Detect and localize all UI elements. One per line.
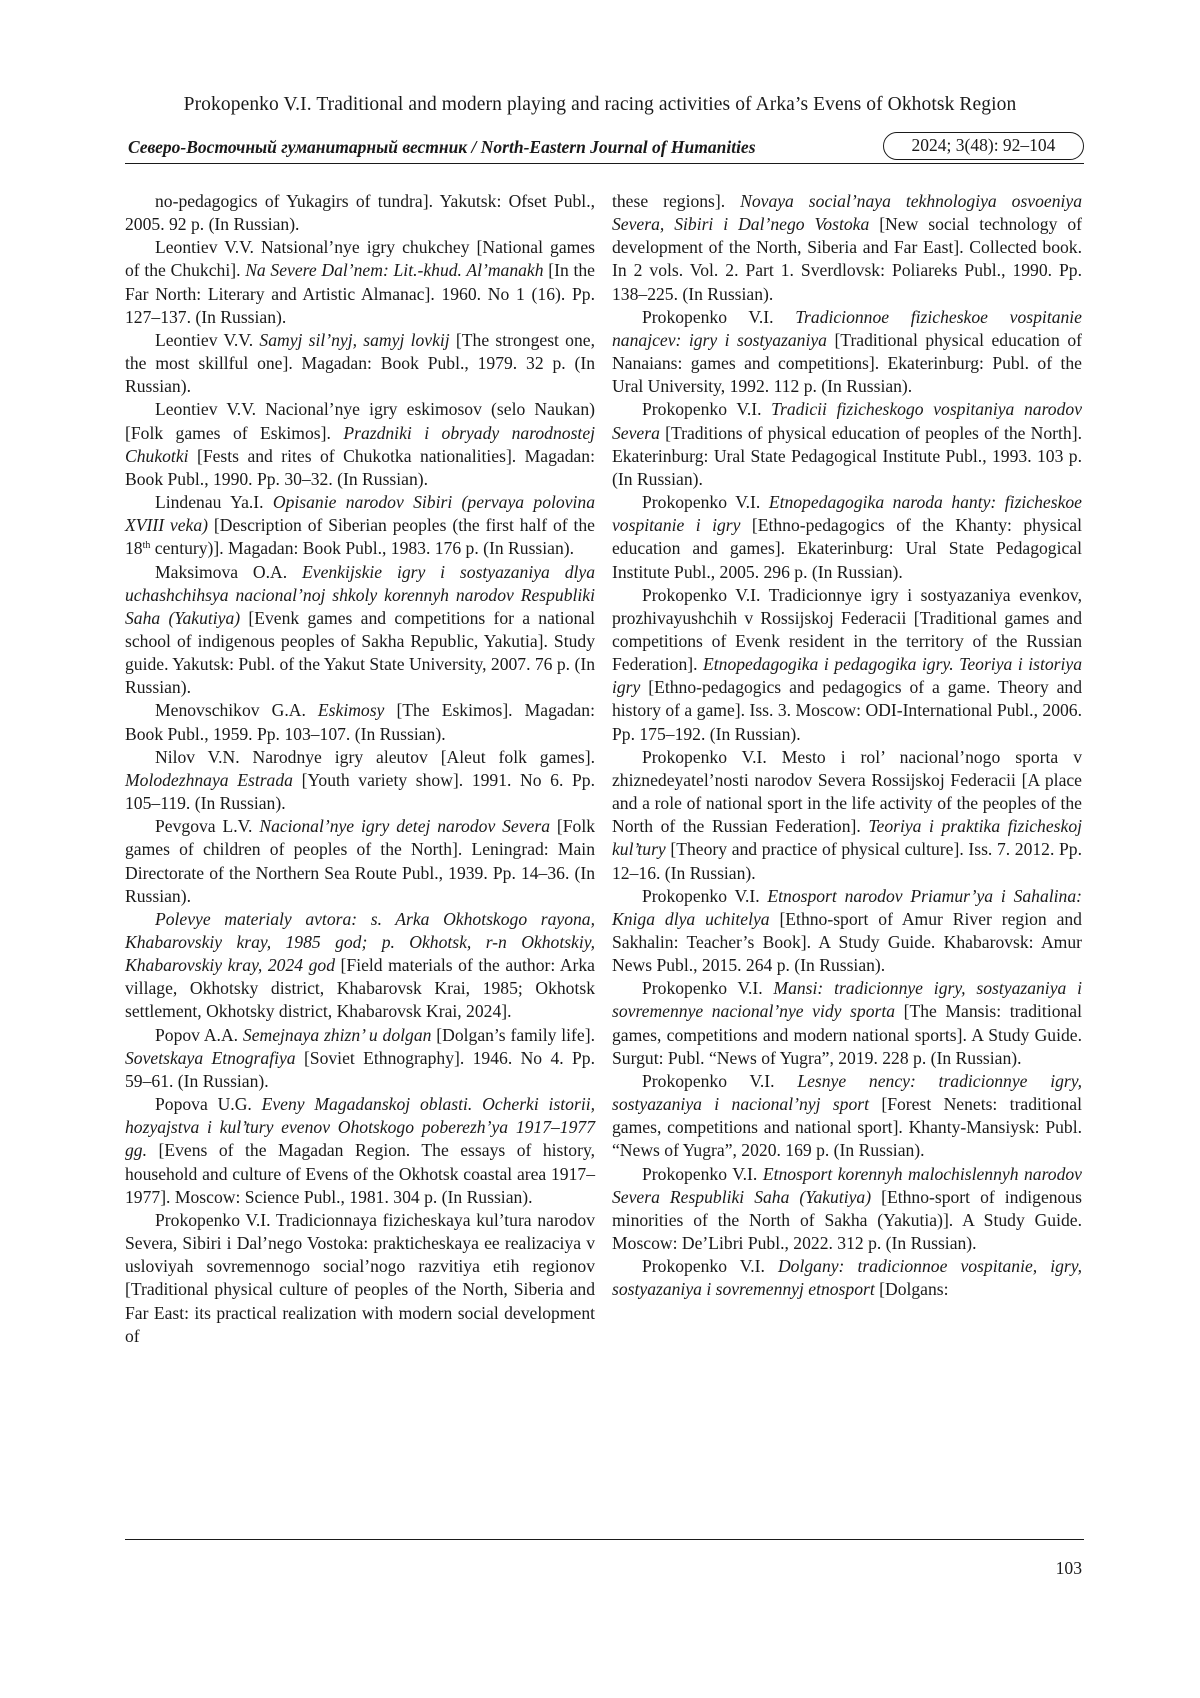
reference-text: [Fests and rites of Chukotka nationalities]. Magadan: Book Publ., 1990. Pp. 30–32. (In Russian).: [125, 445, 595, 489]
reference-entry: [612, 1163, 1082, 1256]
reference-title: Sovetskaya Etnografiya: [125, 1047, 296, 1068]
reference-title: Etnosport korennyh malochislennyh narodov Severa Respubliki Saha (Yakutiya): [612, 1163, 1082, 1207]
reference-text: Leontiev V.V. Nacional’nye igry eskimosov (selo Naukan) [Folk games of Eskimos].: [125, 399, 595, 443]
reference-text: Popova U.G.: [155, 1094, 262, 1115]
reference-text: [Dolgan’s family life].: [431, 1024, 595, 1045]
reference-text: Leontiev V.V. Natsional’nye igry chukchey [National games of the Chukchi].: [125, 237, 595, 281]
reference-text: [Field materials of the author: Arka village, Okhotsky district, Khabarovsk Krai, 1985; Okhotsk settlement, Okhotsky district, Khabarovsk Krai, 2024].: [125, 955, 595, 1022]
reference-text: Nilov V.N. Narodnye igry aleutov [Aleut folk games].: [155, 746, 595, 767]
reference-text: Pevgova L.V.: [155, 816, 260, 837]
reference-entry: [612, 491, 1082, 584]
reference-title: Mansi: tradicionnye igry, sostyazaniya i sovremennye nacional’nye vidy sporta: [612, 978, 1082, 1022]
reference-entry: [125, 236, 595, 329]
reference-text: [Theory and practice of physical culture]. Iss. 7. 2012. Pp. 12–16. (In Russian).: [612, 839, 1082, 883]
reference-title: Etnopedagogika i pedagogika igry. Teoriya i istoriya igry: [612, 654, 1082, 698]
reference-text: Prokopenko V.I.: [642, 1070, 798, 1091]
reference-entry: [125, 561, 595, 700]
reference-text: Prokopenko V.I.: [642, 1163, 763, 1184]
reference-text: [Ethno-sport of indigenous minorities of the North of Sakha (Yakutia)]. A Study Guide. Moscow: De’Libri Publ., 2022. 312 p. (In Russian).: [612, 1186, 1082, 1254]
issue-badge: 2024; 3(48): 92–104: [883, 132, 1084, 160]
reference-text: [Description of Siberian peoples (the first half of the 18: [125, 515, 595, 559]
reference-text: [In the Far North: Literary and Artistic Almanac]. 1960. No 1 (16). Pp. 127–137. (In Russian).: [125, 260, 595, 327]
reference-entry: [612, 398, 1082, 491]
reference-entry: [612, 584, 1082, 746]
reference-text: these regions].: [612, 191, 741, 211]
reference-entry: [125, 398, 595, 491]
reference-text: [Evens of the Magadan Region. The essays of history, household and culture of Evens of the Okhotsk coastal area 1917–1977]. Moscow: Science Publ., 1981. 304 p. (In Russian).: [125, 1140, 595, 1207]
reference-entry: [125, 190, 595, 236]
reference-text: Prokopenko V.I.: [642, 978, 774, 999]
reference-text: [Ethno-sport of Amur River region and Sakhalin: Teacher’s Book]. A Study Guide. Khabarovsk: Amur News Publ., 2015. 264 p. (In Russian).: [612, 908, 1082, 976]
journal-header: [125, 132, 1084, 164]
reference-text: [Folk games of children of peoples of the North]. Leningrad: Main Directorate of the Northern Sea Route Publ., 1939. Pp. 14–36. (In Russian).: [125, 816, 595, 906]
reference-text: [The Eskimos]. Magadan: Book Publ., 1959. Pp. 103–107. (In Russian).: [125, 700, 595, 744]
reference-title: Evenkijskie igry i sostyazaniya dlya uchashchihsya nacional’noj shkoly korennyh narodov Respubliki Saha (Yakutiya): [125, 561, 596, 628]
reference-title: Dolgany: tradicionnoe vospitanie, igry, sostyazaniya i sovremennyj etnosport: [612, 1256, 1082, 1300]
reference-text: Prokopenko V.I.: [642, 492, 769, 513]
references-right-column: [612, 190, 1082, 1302]
reference-title: Tradicii fizicheskogo vospitaniya narodov Severa: [612, 399, 1083, 443]
reference-title: Nacional’nye igry detej narodov Severa: [259, 816, 550, 837]
reference-title: Opisanie narodov Sibiri (pervaya polovina XVIII veka): [125, 492, 595, 536]
reference-title: Samyj sil’nyj, samyj lovkij: [259, 329, 450, 350]
reference-text: [The strongest one, the most skillful one]. Magadan: Book Publ., 1979. 32 p. (In Russian).: [125, 329, 595, 397]
reference-text: [Traditions of physical education of peoples of the North]. Ekaterinburg: Ural State Pedagogical Institute Publ., 1993. 103 p. (In Russian).: [612, 422, 1082, 489]
reference-entry: [125, 746, 595, 815]
reference-text: Prokopenko V.I. Mesto i rol’ nacional’nogo sporta v zhiznedeyatel’nosti narodov Severa Rossijskoj Federacii [A place and a role of national sport in the life activity of the peoples of the North of the Russian Federation].: [612, 746, 1082, 837]
reference-text: Maksimova O.A.: [155, 561, 303, 582]
reference-title: Molodezhnaya Estrada: [125, 769, 293, 790]
references-left-column: [125, 190, 595, 1348]
reference-entry: [125, 491, 595, 560]
reference-text: [Evenk games and competitions for a national school of indigenous peoples of Sakha Republic, Yakutia]. Study guide. Yakutsk: Publ. of the Yakut State University, 2007. 76 p. (In Russian).: [125, 607, 595, 698]
reference-text: th: [142, 540, 151, 552]
reference-text: Prokopenko V.I.: [642, 399, 772, 420]
reference-text: century)]. Magadan: Book Publ., 1983. 176 p. (In Russian).: [150, 538, 575, 559]
reference-text: Popov A.A.: [155, 1024, 243, 1045]
reference-entry: [612, 885, 1082, 978]
reference-text: [Traditional physical education of Nanaians: games and competitions]. Ekaterinburg: Publ. of the Ural University, 1992. 112 p. (In Russian).: [612, 329, 1082, 397]
reference-entry: [612, 746, 1082, 885]
reference-title: Teoriya i praktika fizicheskoj kul’tury: [612, 816, 1082, 860]
reference-title: Polevye materialy avtora: s. Arka Okhotskogo rayona, Khabarovskiy kray, 1985 god; p. Okhotsk, r-n Okhotskiy, Khabarovskiy kray, 2024 god: [125, 908, 595, 976]
reference-text: Leontiev V.V.: [155, 329, 260, 350]
footer-rule: [125, 1539, 1084, 1540]
reference-text: no-pedagogics of Yukagirs of tundra]. Yakutsk: Ofset Publ., 2005. 92 p. (In Russian).: [125, 191, 595, 235]
reference-text: Prokopenko V.I. Tradicionnaya fizicheskaya kul’tura narodov Severa, Sibiri i Dal’nego Vostoka: prakticheskaya ee realizaciya v usloviyah sovremennogo social’nogo razvitiya etih regionov [Traditional physical culture of peoples of the North, Siberia and Far East: its practical realization with modern social development of: [125, 1209, 595, 1346]
reference-title: Eskimosy: [317, 700, 385, 721]
reference-text: Prokopenko V.I.: [642, 306, 796, 327]
reference-entry: [612, 977, 1082, 1070]
running-title: Prokopenko V.I. Traditional and modern playing and racing activities of Arka’s Evens of Okhotsk Region: [183, 94, 1017, 115]
reference-text: [Ethno-pedagogics of the Khanty: physical education and games]. Ekaterinburg: Ural State Pedagogical Institute Publ., 2005. 296 p. (In Russian).: [612, 515, 1082, 582]
reference-title: Lesnye nency: tradicionnye igry, sostyazaniya i nacional’nyj sport: [612, 1070, 1082, 1115]
reference-text: [Ethno-pedagogics and pedagogics of a game. Theory and history of a game]. Iss. 3. Moscow: ODI-International Publ., 2006. Pp. 175–192. (In Russian).: [612, 677, 1082, 744]
reference-entry: [612, 1255, 1082, 1301]
reference-title: Etnosport narodov Priamur’ya i Sahalina: Kniga dlya uchitelya: [612, 885, 1082, 929]
reference-entry: [125, 908, 595, 1024]
reference-text: Menovschikov G.A.: [155, 700, 318, 721]
reference-text: Prokopenko V.I.: [642, 885, 768, 906]
reference-entry: [125, 1024, 595, 1093]
reference-title: Semejnaya zhizn’ u dolgan: [242, 1024, 432, 1045]
reference-text: [The Mansis: traditional games, competitions and modern national sports]. A Study Guide. Surgut: Publ. “News of Yugra”, 2019. 228 p. (In Russian).: [612, 1001, 1082, 1068]
reference-entry: [125, 1209, 595, 1348]
reference-title: Na Severe Dal’nem: Lit.-khud. Al’manakh: [245, 260, 544, 281]
reference-title: Etnopedagogika naroda hanty: fizicheskoe vospitanie i igry: [612, 492, 1082, 536]
reference-entry: [125, 815, 595, 908]
journal-name: Северо-Восточный гуманитарный вестник / North-Eastern Journal of Humanities: [128, 137, 756, 157]
reference-title: Prazdniki i obryady narodnostej Chukotki: [125, 422, 596, 466]
page-number: 103: [1055, 1558, 1082, 1578]
reference-text: [Soviet Ethnography]. 1946. No 4. Pp. 59–61. (In Russian).: [125, 1047, 595, 1091]
reference-entry: [125, 699, 595, 745]
reference-entry: [612, 1070, 1082, 1163]
reference-title: Tradicionnoe fizicheskoe vospitanie nanajcev: igry i sostyazaniya: [612, 306, 1082, 350]
reference-text: Prokopenko V.I.: [642, 1256, 778, 1277]
reference-text: [Dolgans:: [874, 1279, 949, 1300]
reference-title: Novaya social’naya tekhnologiya osvoeniya Severa, Sibiri i Dal’nego Vostoka: [612, 191, 1083, 235]
reference-entry: [612, 306, 1082, 399]
reference-text: [New social technology of development of the North, Siberia and Far East]. Collected book. In 2 vols. Vol. 2. Part 1. Sverdlovsk: Poliareks Publ., 1990. Pp. 138–225. (In Russian).: [612, 214, 1082, 304]
reference-text: Lindenau Ya.I.: [155, 492, 273, 513]
header-rule: [125, 163, 1084, 164]
reference-text: [Youth variety show]. 1991. No 6. Pp. 105–119. (In Russian).: [125, 769, 595, 814]
reference-entry: [125, 329, 595, 398]
reference-entry: [125, 1093, 595, 1209]
reference-entry: [612, 190, 1082, 306]
reference-text: [Forest Nenets: traditional games, competitions and national sport]. Khanty-Mansiysk: Publ. “News of Yugra”, 2020. 169 p. (In Russian).: [612, 1094, 1082, 1161]
reference-title: Eveny Magadanskoj oblasti. Ocherki istorii, hozyajstva i kul’tury evenov Ohotskogo poberezh’ya 1917–1977 gg.: [125, 1094, 595, 1161]
reference-text: Prokopenko V.I. Tradicionnye igry i sostyazaniya evenkov, prozhivayushchih v Rossijskoj Federacii [Traditional games and competitions of Evenk resident in the territory of the Russian Federation].: [612, 584, 1082, 675]
